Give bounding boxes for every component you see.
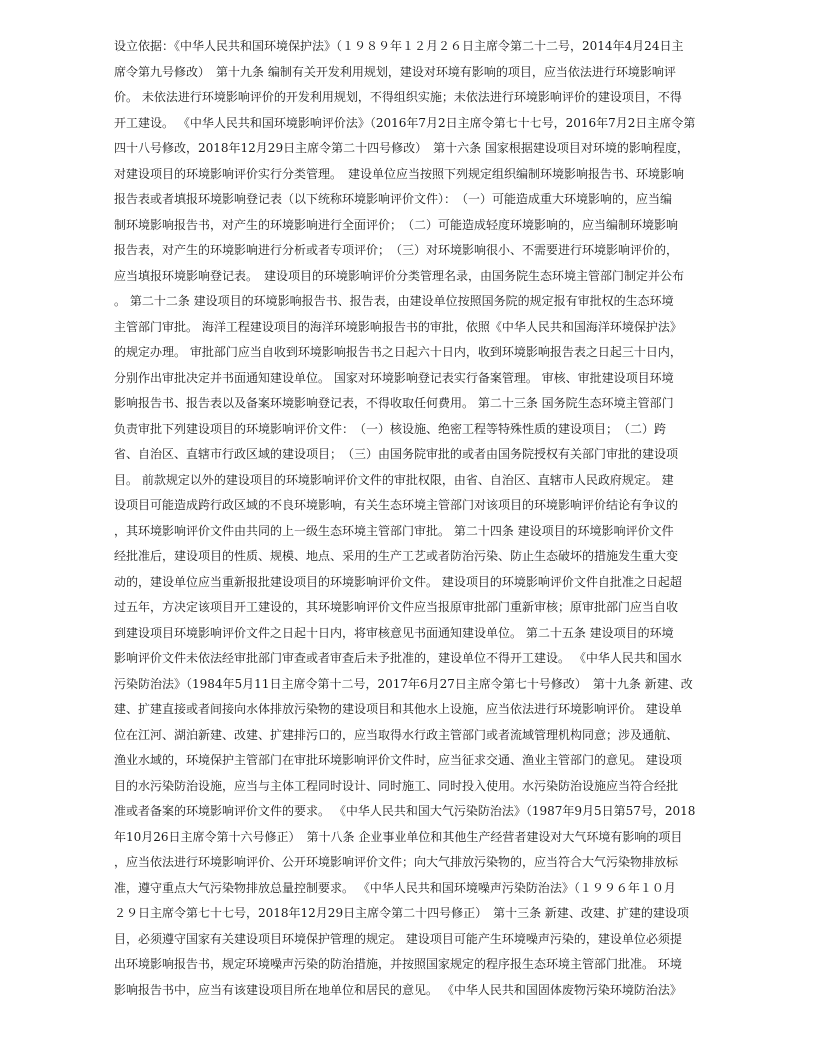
text-line: 报告表，对产生的环境影响进行分析或者专项评价； （三）对环境影响很小、不需要进行环境影响评价的， — [114, 243, 679, 257]
text-line: 过五年，方决定该项目开工建设的，其环境影响评价文件应当报原审批部门重新审核；原审批部门应当自收 — [114, 600, 679, 614]
text-line: 。 第二十二条 建设项目的环境影响报告书、报告表，由建设单位按照国务院的规定报有审批权的生态环境 — [114, 294, 674, 308]
text-line: 设项目可能造成跨行政区域的不良环境影响，有关生态环境主管部门对该项目的环境影响评价结论有争议的 — [114, 498, 679, 512]
text-line: 动的，建设单位应当重新报批建设项目的环境影响评价文件。 建设项目的环境影响评价文件自批准之日起超 — [114, 574, 682, 589]
text-line: 渔业水域的，环境保护主管部门在审批环境影响评价文件时，应当征求交通、渔业主管部门的意见。 建设项 — [114, 753, 682, 767]
document-body — [114, 34, 704, 1003]
text-line: 影响报告书、报告表以及备案环境影响登记表，不得收取任何费用。 第二十三条 国务院生态环境主管部门 — [114, 396, 674, 410]
text-line: 污染防治法》（1984年5月11日主席令第十二号，2017年6月27日主席令第七十号修改） 第十九条 新建、改 — [114, 676, 693, 691]
text-line: 建、扩建直接或者间接向水体排放污染物的建设项目和其他水上设施，应当依法进行环境影响评价。 建设单 — [114, 702, 682, 716]
text-line: 目的水污染防治设施，应当与主体工程同时设计、同时施工、同时投入使用。水污染防治设施应当符合经批 — [114, 778, 679, 793]
text-line: 位在江河、湖泊新建、改建、扩建排污口的，应当取得水行政主管部门或者流域管理机构同意；涉及通航、 — [114, 727, 679, 742]
text-line: 准，遵守重点大气污染物排放总量控制要求。 《中华人民共和国环境噪声污染防治法》（１９９６年１０月 — [114, 880, 676, 895]
text-line: ，应当依法进行环境影响评价、公开环境影响评价文件；向大气排放污染物的，应当符合大气污染物排放标 — [114, 855, 679, 869]
text-line: 到建设项目环境影响评价文件之日起十日内，将审核意见书面通知建设单位。 第二十五条 建设项目的环境 — [114, 625, 674, 640]
text-line: ，其环境影响评价文件由共同的上一级生态环境主管部门审批。 第二十四条 建设项目的环境影响评价文件 — [114, 523, 674, 538]
text-line: 报告表或者填报环境影响登记表（以下统称环境影响评价文件）： （一）可能造成重大环境影响的，应当编 — [114, 192, 673, 206]
text-line: 席令第九号修改） 第十九条 编制有关开发利用规划，建设对环境有影响的项目，应当依法进行环境影响评 — [114, 64, 676, 79]
text-line: 准或者备案的环境影响评价文件的要求。 《中华人民共和国大气污染防治法》（1987年9月5日第57号，2018 — [114, 804, 696, 818]
text-line: 四十八号修改，2018年12月29日主席令第二十四号修改） 第十六条 国家根据建设项目对环境的影响程度， — [114, 141, 689, 155]
text-line: 年10月26日主席令第十六号修正） 第十八条 企业事业单位和其他生产经营者建设对大气环境有影响的项目 — [114, 829, 683, 844]
text-line: 设立依据：《中华人民共和国环境保护法》（１９８９年１２月２６日主席令第二十二号，2014年4月24日主 — [114, 39, 684, 53]
text-line: 负责审批下列建设项目的环境影响评价文件： （一）核设施、绝密工程等特殊性质的建设项目； （二）跨 — [114, 421, 667, 436]
text-line: 应当填报环境影响登记表。 建设项目的环境影响评价分类管理名录，由国务院生态环境主管部门制定并公布 — [114, 268, 685, 283]
text-line: ２９日主席令第七十七号，2018年12月29日主席令第二十四号修正） 第十三条 新建、改建、扩建的建设项 — [114, 906, 689, 920]
text-line: 制环境影响报告书，对产生的环境影响进行全面评价； （二）可能造成轻度环境影响的，应当编制环境影响 — [114, 217, 679, 232]
text-line: 出环境影响报告书，规定环境噪声污染的防治措施，并按照国家规定的程序报生态环境主管部门批准。 环境 — [114, 957, 682, 971]
text-line: 经批准后，建设项目的性质、规模、地点、采用的生产工艺或者防治污染、防止生态破坏的措施发生重大变 — [114, 549, 679, 563]
text-line: 分别作出审批决定并书面通知建设单位。 国家对环境影响登记表实行备案管理。 审核、审批建设项目环境 — [114, 370, 674, 385]
text-line: 影响评价文件未依法经审批部门审查或者审查后未予批准的，建设单位不得开工建设。 《中华人民共和国水 — [114, 651, 682, 665]
text-line: 影响报告书中，应当有该建设项目所在地单位和居民的意见。 《中华人民共和国固体废物污染环境防治法》 — [114, 982, 682, 997]
text-line: 对建设项目的环境影响评价实行分类管理。 建设单位应当按照下列规定组织编制环境影响报告书、环境影响 — [114, 166, 685, 181]
text-line: 目。 前款规定以外的建设项目的环境影响评价文件的审批权限，由省、自治区、直辖市人民政府规定。 建 — [114, 472, 674, 487]
text-line: 价。 未依法进行环境影响评价的开发利用规划，不得组织实施；未依法进行环境影响评价的建设项目，不得 — [114, 90, 682, 104]
text-line: 的规定办理。 审批部门应当自收到环境影响报告书之日起六十日内，收到环境影响报告表之日起三十日内， — [114, 345, 682, 359]
text-line: 开工建设。 《中华人民共和国环境影响评价法》（2016年7月2日主席令第七十七号，2016年7月2日主席令第 — [114, 115, 696, 130]
text-line: 主管部门审批。 海洋工程建设项目的海洋环境影响报告书的审批，依照《中华人民共和国海洋环境保护法》 — [114, 319, 682, 334]
text-line: 目，必须遵守国家有关建设项目环境保护管理的规定。 建设项目可能产生环境噪声污染的，建设单位必须提 — [114, 931, 682, 946]
text-line: 省、自治区、直辖市行政区域的建设项目； （三）由国务院审批的或者由国务院授权有关部门审批的建设项 — [114, 447, 679, 461]
